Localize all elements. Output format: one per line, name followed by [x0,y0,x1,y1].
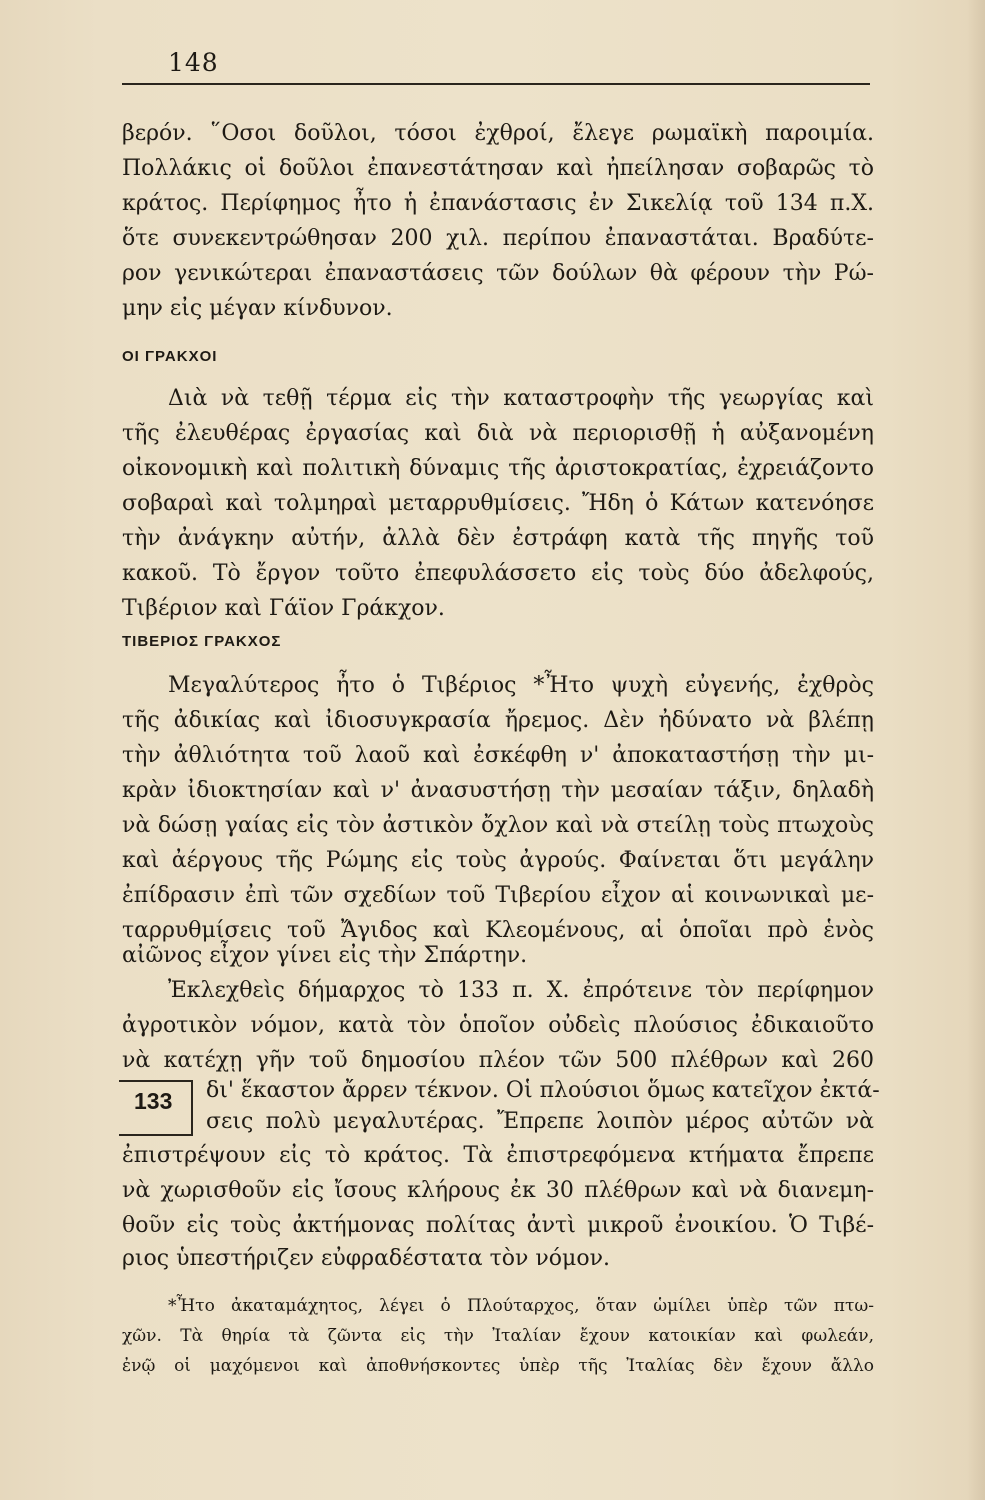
tiberius-line: νὰ χωρισθοῦν εἰς ἴσους κλήρους ἐκ 30 πλέθρων καὶ νὰ διανεμη- [122,1178,874,1203]
tiberius-line: τὴν ἀθλιότητα τοῦ λαοῦ καὶ ἐσκέφθη ν' ἀποκαταστήσῃ τὴν μι- [122,743,874,768]
intro-line: μην εἰς μέγαν κίνδυνον. [122,296,393,321]
section-heading-tiberius: ΤΙΒΕΡΙΟΣ ΓΡΑΚΧΟΣ [122,633,282,650]
gracchi-line: οἰκονομικὴ καὶ πολιτικὴ δύναμις τῆς ἀριστοκρατίας, ἐχρειάζοντο [122,456,874,481]
tiberius-line: νὰ κατέχῃ γῆν τοῦ δημοσίου πλέον τῶν 500 πλέθρων καὶ 260 [122,1048,874,1073]
gracchi-line: Τιβέριον καὶ Γάϊον Γράκχον. [122,596,445,621]
tiberius-line: νὰ δώσῃ γαίας εἰς τὸν ἀστικὸν ὄχλον καὶ νὰ στείλῃ τοὺς πτωχοὺς [122,813,874,838]
gracchi-line: σοβαραὶ καὶ τολμηραὶ μεταρρυθμίσεις. Ἤδη ὁ Κάτων κατενόησε [122,491,874,516]
tiberius-line: Μεγαλύτερος ἦτο ὁ Τιβέριος *Ἦτο ψυχὴ εὐγενής, ἐχθρὸς [168,673,874,698]
intro-line: ὅτε συνεκεντρώθησαν 200 χιλ. περίπου ἐπαναστάται. Βραδύτε- [122,226,874,251]
intro-line: Πολλάκις οἱ δοῦλοι ἐπανεστάτησαν καὶ ἠπείλησαν σοβαρῶς τὸ [122,156,874,181]
tiberius-line: ριος ὑπεστήριζεν εὐφραδέστατα τὸν νόμον. [122,1246,610,1271]
tiberius-line: δι' ἕκαστον ἄρρεν τέκνον. Οἱ πλούσιοι ὅμως κατεῖχον ἐκτά- [206,1078,880,1103]
gracchi-line: Διὰ νὰ τεθῇ τέρμα εἰς τὴν καταστροφὴν τῆς γεωργίας καὶ [168,386,874,411]
tiberius-line: ταρρυθμίσεις τοῦ Ἄγιδος καὶ Κλεομένους, αἱ ὁποῖαι πρὸ ἑνὸς [122,918,874,943]
tiberius-line: θοῦν εἰς τοὺς ἀκτήμονας πολίτας ἀντὶ μικροῦ ἐνοικίου. Ὁ Τιβέ- [122,1213,874,1238]
tiberius-line: κρὰν ἰδιοκτησίαν καὶ ν' ἀνασυστήσῃ τὴν μεσαίαν τάξιν, δηλαδὴ [122,778,874,803]
tiberius-line: αἰῶνος εἶχον γίνει εἰς τὴν Σπάρτην. [122,943,528,968]
gracchi-line: κακοῦ. Τὸ ἔργον τοῦτο ἐπεφυλάσσετο εἰς τοὺς δύο ἀδελφούς, [122,561,874,586]
footnote-line: *Ἦτο ἀκαταμάχητος, λέγει ὁ Πλούταρχος, ὅταν ὡμίλει ὑπὲρ τῶν πτω- [168,1296,874,1316]
intro-line: κράτος. Περίφημος ἦτο ἡ ἐπανάστασις ἐν Σικελίᾳ τοῦ 134 π.Χ. [122,191,874,216]
page-number: 148 [168,48,219,77]
margin-year-label: 133 [134,1088,173,1114]
tiberius-line: Ἐκλεχθεὶς δήμαρχος τὸ 133 π. Χ. ἐπρότεινε τὸν περίφημον [168,978,874,1003]
tiberius-line: τῆς ἀδικίας καὶ ἰδιοσυγκρασία ἤρεμος. Δὲν ἠδύνατο νὰ βλέπῃ [122,708,874,733]
tiberius-line: σεις πολὺ μεγαλυτέρας. Ἔπρεπε λοιπὸν μέρος αὐτῶν νὰ [206,1109,874,1134]
tiberius-line: ἐπιστρέψουν εἰς τὸ κράτος. Τὰ ἐπιστρεφόμενα κτήματα ἔπρεπε [122,1143,874,1168]
header-rule [122,83,870,85]
tiberius-line: ἀγροτικὸν νόμον, κατὰ τὸν ὁποῖον οὐδεὶς πλούσιος ἐδικαιοῦτο [122,1013,874,1038]
intro-line: ρον γενικώτεραι ἐπαναστάσεις τῶν δούλων θὰ φέρουν τὴν Ρώ- [122,261,874,286]
page-edge-shadow [967,0,985,1500]
intro-line: βερόν. ῞Οσοι δοῦλοι, τόσοι ἐχθροί, ἔλεγε ρωμαϊκὴ παροιμία. [122,121,874,146]
tiberius-line: ἐπίδρασιν ἐπὶ τῶν σχεδίων τοῦ Τιβερίου εἶχον αἱ κοινωνικαὶ με- [122,883,874,908]
tiberius-line: καὶ ἀέργους τῆς Ρώμης εἰς τοὺς ἀγρούς. Φαίνεται ὅτι μεγάλην [122,848,874,873]
section-heading-gracchi: ΟΙ ΓΡΑΚΧΟΙ [122,348,218,365]
gracchi-line: τῆς ἐλευθέρας ἐργασίας καὶ διὰ νὰ περιορισθῇ ἡ αὐξανομένη [122,421,874,446]
gracchi-line: τὴν ἀνάγκην αὐτήν, ἀλλὰ δὲν ἐστράφη κατὰ τῆς πηγῆς τοῦ [122,526,874,551]
footnote-line: χῶν. Τὰ θηρία τὰ ζῶντα εἰς τὴν Ἰταλίαν ἔχουν κατοικίαν καὶ φωλεάν, [122,1326,874,1346]
footnote-line: ἐνῷ οἱ μαχόμενοι καὶ ἀποθνήσκοντες ὑπὲρ τῆς Ἰταλίας δὲν ἔχουν ἄλλο [122,1356,874,1376]
